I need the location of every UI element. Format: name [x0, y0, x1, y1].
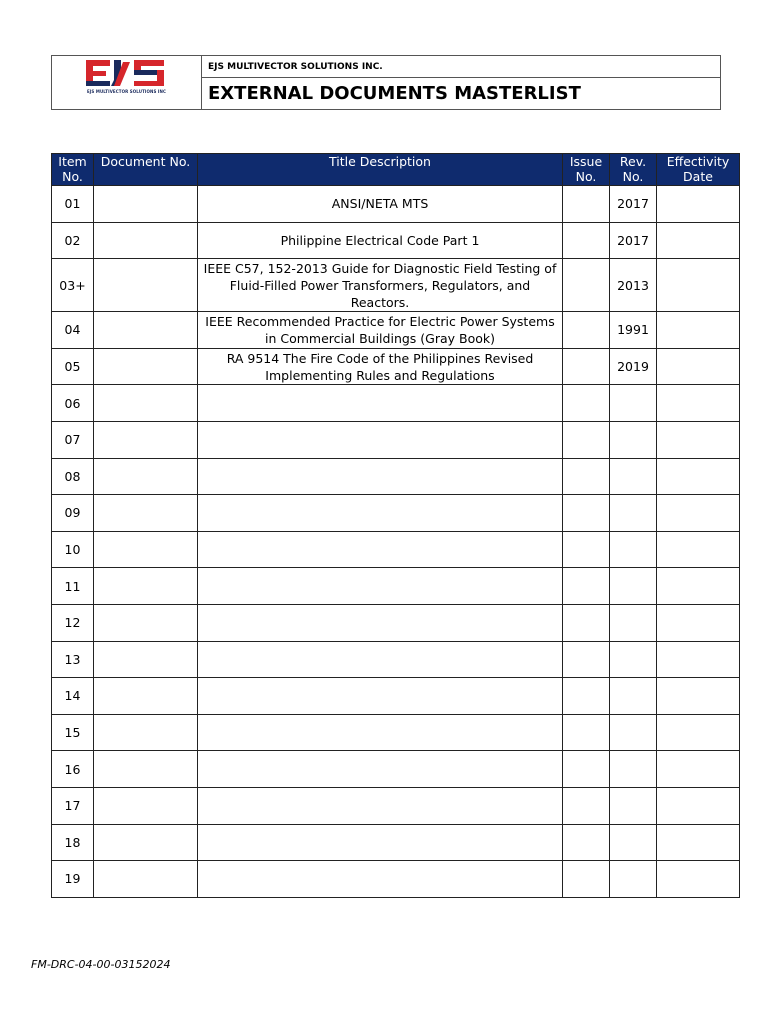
cell-effectivity-date [657, 312, 740, 349]
cell-rev-no: 2017 [610, 186, 657, 223]
company-logo [84, 58, 168, 90]
table-row [52, 495, 740, 532]
cell-item-no: 18 [52, 824, 94, 861]
table-row [52, 604, 740, 641]
table-row [52, 222, 740, 259]
cell-rev-no: 2019 [610, 348, 657, 385]
cell-item-no: 02 [52, 222, 94, 259]
cell-effectivity-date [657, 641, 740, 678]
cell-document-no [94, 421, 198, 458]
cell-rev-no [610, 787, 657, 824]
table-row [52, 861, 740, 898]
column-header-title: Title Description [198, 154, 563, 186]
cell-issue-no [563, 421, 610, 458]
table-row [52, 787, 740, 824]
cell-document-no [94, 385, 198, 422]
cell-item-no: 13 [52, 641, 94, 678]
cell-rev-no [610, 568, 657, 605]
logo-caption: EJS MULTIVECTOR SOLUTIONS INC [86, 89, 167, 94]
cell-item-no: 01 [52, 186, 94, 223]
table-row [52, 458, 740, 495]
cell-title-description [198, 678, 563, 715]
cell-issue-no [563, 495, 610, 532]
table-row [52, 714, 740, 751]
cell-document-no [94, 678, 198, 715]
cell-effectivity-date [657, 458, 740, 495]
cell-issue-no [563, 458, 610, 495]
cell-item-no: 12 [52, 604, 94, 641]
cell-issue-no [563, 678, 610, 715]
cell-title-description [198, 495, 563, 532]
cell-title-description [198, 641, 563, 678]
table-row [52, 259, 740, 312]
cell-title-description [198, 861, 563, 898]
company-name: EJS MULTIVECTOR SOLUTIONS INC. [202, 56, 720, 78]
table-row [52, 568, 740, 605]
cell-title-description: RA 9514 The Fire Code of the Philippines Revised Implementing Rules and Regulations [198, 348, 563, 385]
cell-issue-no [563, 259, 610, 312]
cell-effectivity-date [657, 861, 740, 898]
cell-document-no [94, 568, 198, 605]
column-header-item: Item No. [52, 154, 94, 186]
table-body [52, 186, 740, 898]
cell-effectivity-date [657, 678, 740, 715]
cell-issue-no [563, 222, 610, 259]
cell-effectivity-date [657, 421, 740, 458]
cell-title-description [198, 531, 563, 568]
cell-document-no [94, 495, 198, 532]
table-row [52, 678, 740, 715]
cell-rev-no [610, 458, 657, 495]
cell-title-description: IEEE C57, 152-2013 Guide for Diagnostic Field Testing of Fluid-Filled Power Transformers, Regulators, and Reactors. [198, 259, 563, 312]
cell-document-no [94, 641, 198, 678]
table-row [52, 186, 740, 223]
cell-effectivity-date [657, 787, 740, 824]
cell-document-no [94, 531, 198, 568]
cell-rev-no [610, 385, 657, 422]
table-row [52, 531, 740, 568]
cell-document-no [94, 751, 198, 788]
cell-document-no [94, 861, 198, 898]
cell-issue-no [563, 714, 610, 751]
table-row [52, 824, 740, 861]
cell-issue-no [563, 348, 610, 385]
cell-rev-no [610, 824, 657, 861]
table-row [52, 385, 740, 422]
cell-rev-no: 2013 [610, 259, 657, 312]
cell-title-description [198, 714, 563, 751]
cell-rev-no [610, 531, 657, 568]
cell-title-description [198, 385, 563, 422]
cell-effectivity-date [657, 751, 740, 788]
cell-rev-no [610, 714, 657, 751]
cell-item-no: 09 [52, 495, 94, 532]
cell-document-no [94, 186, 198, 223]
cell-item-no: 08 [52, 458, 94, 495]
cell-rev-no [610, 751, 657, 788]
cell-title-description [198, 751, 563, 788]
cell-issue-no [563, 531, 610, 568]
cell-item-no: 06 [52, 385, 94, 422]
cell-effectivity-date [657, 531, 740, 568]
cell-issue-no [563, 312, 610, 349]
table-row [52, 312, 740, 349]
cell-effectivity-date [657, 604, 740, 641]
cell-effectivity-date [657, 824, 740, 861]
cell-rev-no [610, 421, 657, 458]
cell-effectivity-date [657, 222, 740, 259]
logo-cell [52, 56, 202, 109]
cell-item-no: 14 [52, 678, 94, 715]
cell-rev-no [610, 678, 657, 715]
cell-item-no: 04 [52, 312, 94, 349]
cell-item-no: 07 [52, 421, 94, 458]
cell-item-no: 17 [52, 787, 94, 824]
cell-item-no: 11 [52, 568, 94, 605]
cell-issue-no [563, 568, 610, 605]
cell-document-no [94, 312, 198, 349]
table-row [52, 641, 740, 678]
cell-effectivity-date [657, 568, 740, 605]
cell-effectivity-date [657, 348, 740, 385]
cell-title-description [198, 787, 563, 824]
column-header-document: Document No. [94, 154, 198, 186]
cell-title-description: Philippine Electrical Code Part 1 [198, 222, 563, 259]
cell-document-no [94, 348, 198, 385]
table-row [52, 421, 740, 458]
cell-title-description [198, 458, 563, 495]
column-header-effectivity: Effectivity Date [657, 154, 740, 186]
cell-rev-no [610, 641, 657, 678]
cell-document-no [94, 222, 198, 259]
cell-effectivity-date [657, 714, 740, 751]
cell-item-no: 15 [52, 714, 94, 751]
cell-item-no: 10 [52, 531, 94, 568]
cell-title-description [198, 824, 563, 861]
table-row [52, 751, 740, 788]
cell-item-no: 19 [52, 861, 94, 898]
cell-rev-no [610, 604, 657, 641]
document-title: EXTERNAL DOCUMENTS MASTERLIST [208, 83, 581, 104]
masterlist-table [51, 153, 740, 898]
document-header [51, 55, 721, 110]
cell-issue-no [563, 385, 610, 422]
cell-item-no: 03+ [52, 259, 94, 312]
cell-effectivity-date [657, 186, 740, 223]
cell-item-no: 05 [52, 348, 94, 385]
table-header-row [52, 154, 740, 186]
cell-issue-no [563, 861, 610, 898]
cell-effectivity-date [657, 385, 740, 422]
cell-item-no: 16 [52, 751, 94, 788]
column-header-issue: Issue No. [563, 154, 610, 186]
cell-issue-no [563, 751, 610, 788]
cell-document-no [94, 787, 198, 824]
column-header-rev: Rev. No. [610, 154, 657, 186]
form-code: FM-DRC-04-00-03152024 [31, 958, 171, 971]
cell-title-description [198, 568, 563, 605]
cell-document-no [94, 259, 198, 312]
cell-issue-no [563, 186, 610, 223]
cell-issue-no [563, 787, 610, 824]
cell-rev-no: 1991 [610, 312, 657, 349]
cell-issue-no [563, 824, 610, 861]
cell-document-no [94, 824, 198, 861]
cell-document-no [94, 604, 198, 641]
cell-issue-no [563, 641, 610, 678]
cell-effectivity-date [657, 495, 740, 532]
cell-document-no [94, 714, 198, 751]
cell-rev-no [610, 861, 657, 898]
cell-issue-no [563, 604, 610, 641]
cell-rev-no [610, 495, 657, 532]
cell-title-description: ANSI/NETA MTS [198, 186, 563, 223]
cell-title-description: IEEE Recommended Practice for Electric Power Systems in Commercial Buildings (Gray Book) [198, 312, 563, 349]
cell-title-description [198, 604, 563, 641]
cell-effectivity-date [657, 259, 740, 312]
cell-document-no [94, 458, 198, 495]
cell-title-description [198, 421, 563, 458]
cell-rev-no: 2017 [610, 222, 657, 259]
table-row [52, 348, 740, 385]
